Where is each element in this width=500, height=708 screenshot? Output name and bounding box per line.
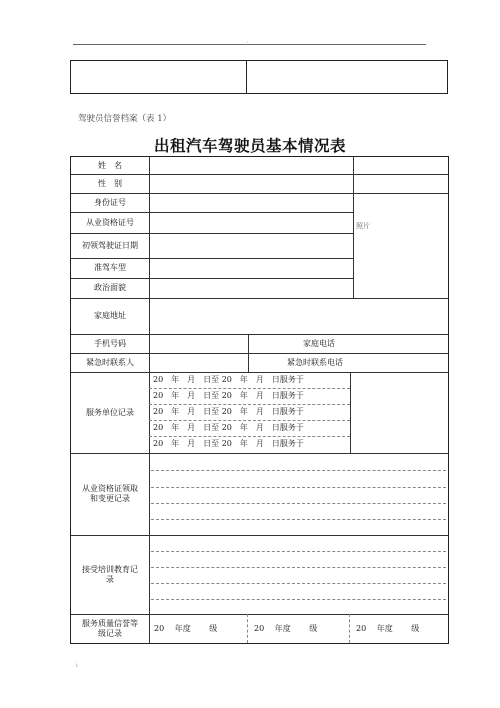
license-changes-label: 从业资格证领取和变更记录 [82,484,138,503]
dotted-line [151,487,446,488]
gender-label: 性 别 [98,178,122,188]
dotted-line [151,551,446,552]
emergency-contact-label: 紧急时联系人 [86,357,134,367]
service-records-label: 服务单位记录 [86,407,134,417]
dotted-line [151,519,446,520]
header-mark: ' [247,41,249,47]
photo-column-line [353,157,354,298]
service-record-line: 20 年 月 日至 20 年 月 日服务于 [153,407,304,416]
political-status-label: 政治面貌 [94,283,126,292]
home-phone-label: 家庭电话 [303,338,335,348]
service-record-line: 20 年 月 日至 20 年 月 日服务于 [153,439,304,448]
footer-mark: ι [76,662,79,669]
quality-entry: 20 年度 级 [356,624,420,633]
first-license-date-label: 初领驾驶证日期 [82,240,138,250]
driver-info-form [70,156,449,644]
form-caption: 驾驶员信誉档案（表 1） [78,114,172,124]
home-address-label: 家庭地址 [94,311,126,320]
name-label: 姓 名 [98,160,122,170]
dotted-line [151,567,446,568]
dotted-line [151,599,446,600]
emergency-phone-label: 紧急时联系电话 [287,357,343,367]
label-column-line [149,157,150,643]
photo-placeholder: 照片 [356,222,370,230]
dotted-line [151,583,446,584]
quality-entry: 20 年度 级 [254,624,318,633]
quality-divider [247,614,248,643]
quality-divider [349,614,350,643]
service-record-line: 20 年 月 日至 20 年 月 日服务于 [153,423,304,432]
header-box-divider [246,61,247,93]
service-record-line: 20 年 月 日至 20 年 月 日服务于 [153,391,304,400]
qualification-no-label: 从业资格证号 [86,217,134,227]
vehicle-class-label: 准驾车型 [94,263,126,272]
quality-label: 服务质量信誉等级记录 [82,618,138,638]
id-number-label: 身份证号 [94,197,126,207]
service-column-line [350,372,351,453]
header-rule [73,44,426,45]
mobile-label: 手机号码 [94,338,126,348]
service-record-line: 20 年 月 日至 20 年 月 日服务于 [153,375,304,384]
dotted-line [151,503,446,504]
header-box [70,60,448,94]
form-title: 出租汽车驾驶员基本情况表 [153,137,346,155]
dotted-line [151,470,446,471]
quality-entry: 20 年度 级 [154,624,218,633]
training-label: 接受培训教育记录 [82,564,138,584]
